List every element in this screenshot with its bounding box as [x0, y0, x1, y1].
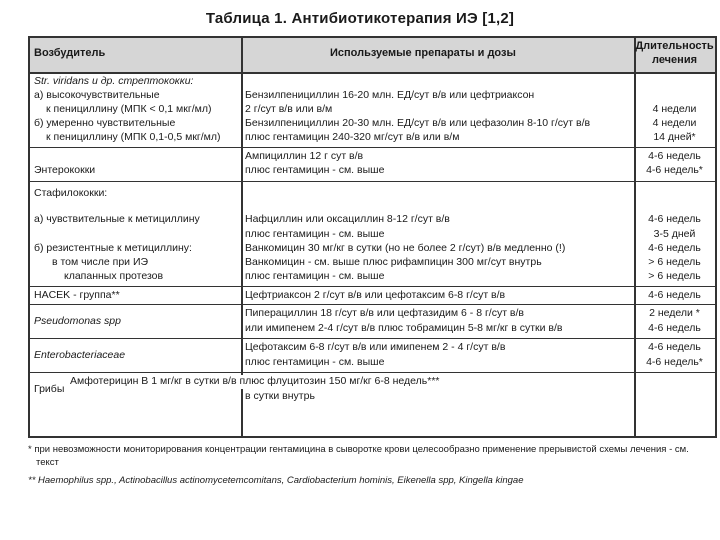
- drugs-hacek: Цефтриаксон 2 г/сут в/в или цефотаксим 6-8 г/сут в/в: [245, 289, 506, 301]
- drugs-fungi-2: в сутки внутрь: [245, 390, 315, 402]
- header-duration-line1: Длительность: [635, 40, 714, 52]
- pathogen-strep-b-mic: к пенициллину (МПК 0,1-0,5 мкг/мл): [46, 131, 221, 143]
- pathogen-staph-title: Стафилококки:: [34, 187, 108, 199]
- drugs-pseudo-2: или имипенем 2-4 г/сут в/в плюс тобрамицин 5-8 мг/кг в сутки в/в: [245, 322, 563, 334]
- row-divider: [30, 372, 715, 373]
- drugs-strep-3: Бензилпенициллин 20-30 млн. ЕД/сут в/в или цефазолин 8-10 г/сут в/в: [245, 117, 591, 129]
- pathogen-fungi: Грибы: [34, 383, 65, 395]
- drugs-pseudo-1: Пиперациллин 18 г/сут в/в или цефтазидим 6 - 8 г/сут в/в: [245, 307, 525, 319]
- row-divider: [30, 286, 715, 287]
- drugs-staph-2: плюс гентамицин - см. выше: [245, 228, 385, 240]
- header-duration-line2: лечения: [651, 54, 697, 66]
- duration-entero-1: 4-6 недель: [648, 150, 701, 162]
- drugs-fungi-1: Амфотерицин В 1 мг/кг в сутки в/в плюс флуцитозин 150 мг/кг 6-8 недель***: [70, 375, 440, 387]
- drugs-strep-2: 2 г/сут в/в или в/м: [245, 103, 333, 115]
- pathogen-strep-title: Str. viridans и др. стрептококки:: [34, 75, 194, 87]
- row-divider: [30, 304, 715, 305]
- duration-staph-4: > 6 недель: [648, 256, 701, 268]
- duration-staph-3: 4-6 недель: [648, 242, 701, 254]
- header-pathogen: Возбудитель: [34, 47, 106, 59]
- table-title: Таблица 1. Антибиотикотерапия ИЭ [1,2]: [205, 10, 515, 27]
- pathogen-hacek: HACEK - группа**: [34, 289, 120, 301]
- duration-strep-2: 4 недели: [652, 117, 697, 129]
- duration-pseudo-2: 4-6 недель: [648, 322, 701, 334]
- pathogen-entero: Энтерококки: [34, 164, 96, 176]
- duration-strep-1: 4 недели: [652, 103, 697, 115]
- drugs-staph-1: Нафциллин или оксациллин 8-12 г/сут в/в: [245, 213, 450, 225]
- row-divider: [30, 181, 715, 182]
- drugs-staph-4: Ванкомицин - см. выше плюс рифампицин 300 мг/сут внутрь: [245, 256, 542, 268]
- footnote-1-line1: * при невозможности мониторирования концентрации гентамицина в сыворотке крови целесообразно применение прерывистой схемы лечения - см.: [28, 444, 689, 455]
- pathogen-strep-a-mic: к пенициллину (МПК < 0,1 мкг/мл): [46, 103, 212, 115]
- pathogen-pseudomonas: Pseudomonas spp: [34, 315, 121, 327]
- pathogen-staph-a: а) чувствительные к метициллину: [34, 213, 200, 225]
- pathogen-staph-b: б) резистентные к метициллину:: [34, 242, 192, 254]
- drugs-staph-3: Ванкомицин 30 мг/кг в сутки (но не более 2 г/сут) в/в медленно (!): [245, 242, 566, 254]
- pathogen-staph-b-valves: клапанных протезов: [64, 270, 164, 282]
- duration-entero-2: 4-6 недель*: [646, 164, 703, 176]
- header-drugs: Используемые препараты и дозы: [330, 47, 516, 59]
- duration-staph-1: 4-6 недель: [648, 213, 701, 225]
- duration-enterobac-2: 4-6 недель*: [646, 356, 703, 368]
- drugs-strep-4: плюс гентамицин 240-320 мг/сут в/в или в/м: [245, 131, 460, 143]
- drugs-strep-1: Бензилпенициллин 16-20 млн. ЕД/сут в/в или цефтриаксон: [245, 89, 535, 101]
- duration-strep-3: 14 дней*: [653, 131, 696, 143]
- duration-enterobac-1: 4-6 недель: [648, 341, 701, 353]
- pathogen-enterobacteriaceae: Enterobacteriaceae: [34, 349, 126, 361]
- duration-hacek: 4-6 недель: [648, 289, 701, 301]
- footnote-2: ** Haemophilus spp., Actinobacillus actinomycetemcomitans, Cardiobacterium hominis, Eikenella spp, Kingella kingae: [28, 475, 524, 486]
- drugs-enterobac-1: Цефотаксим 6-8 г/сут в/в или имипенем 2 - 4 г/сут в/в: [245, 341, 506, 353]
- drugs-staph-5: плюс гентамицин - см. выше: [245, 270, 385, 282]
- antibiotic-therapy-table: [28, 36, 717, 438]
- duration-staph-2: 3-5 дней: [653, 228, 696, 240]
- pathogen-strep-b: б) умеренно чувствительные: [34, 117, 176, 129]
- drugs-enterobac-2: плюс гентамицин - см. выше: [245, 356, 385, 368]
- drugs-entero-1: Ампициллин 12 г сут в/в: [245, 150, 364, 162]
- duration-pseudo-1: 2 недели *: [649, 307, 700, 319]
- drugs-entero-2: плюс гентамицин - см. выше: [245, 164, 385, 176]
- pathogen-staph-b-prosthetic: в том числе при ИЭ: [52, 256, 149, 268]
- pathogen-strep-a: а) высокочувствительные: [34, 89, 160, 101]
- row-divider: [30, 338, 715, 339]
- row-divider: [30, 147, 715, 148]
- footnote-1-line2: текст: [36, 457, 59, 468]
- duration-staph-5: > 6 недель: [648, 270, 701, 282]
